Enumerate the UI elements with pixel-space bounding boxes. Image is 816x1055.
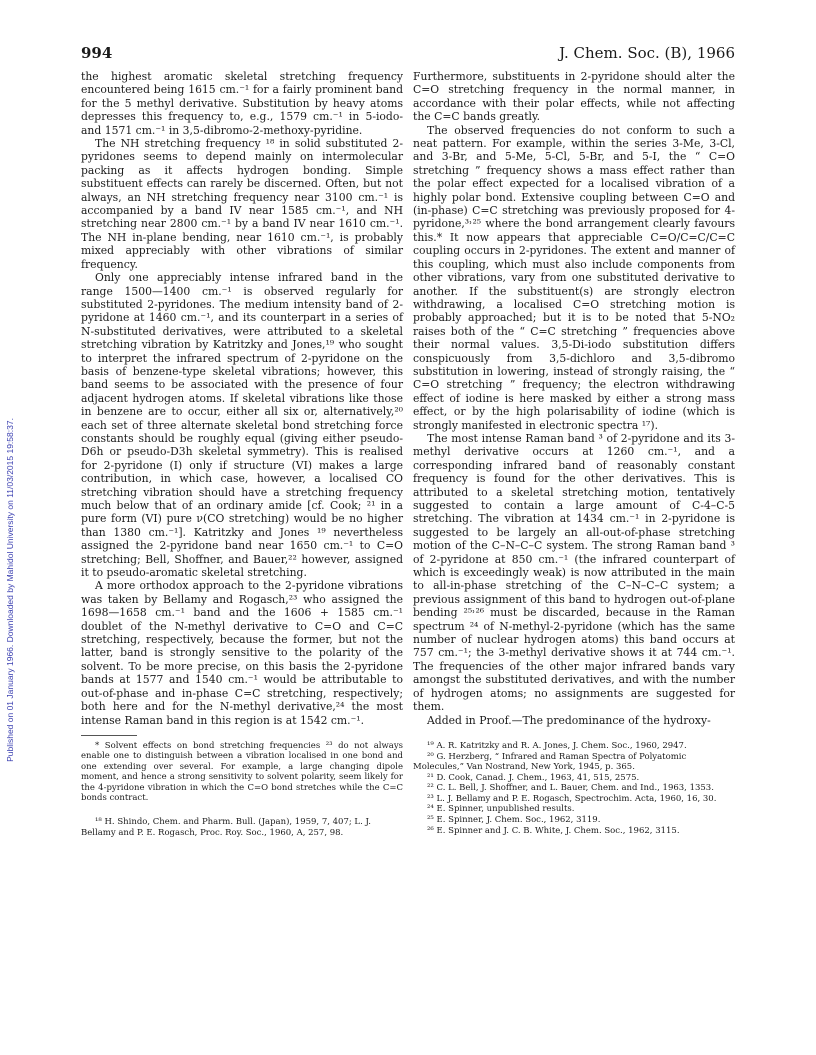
paragraph: Added in Proof.—The predominance of the hydroxy-	[427, 713, 711, 727]
reference: ²⁵ E. Spinner, J. Chem. Soc., 1962, 3119.	[427, 815, 601, 826]
paragraph: The observed frequencies do not conform to such a neat pattern. For example, within the series 3-Me, 3-Cl, and 3-Br, and 5-Me, 5-Cl, 5-Br, and 5-I, the “ C=O stretching ” frequency shows a mass effect rather than the polar effect expected for a localised vibration of a highly polar bond. Extensive coupling between C=O and (in-phase) C=C stretching was previously proposed for 4-pyridone,³˒²⁵ where the bond arrangement clearly favours this.* It now appears that appreciable C=O/C=C/C=C coupling occurs in 2-pyridones. The extent and manner of this coupling, which must also include components from other vibrations, vary from one substituted derivative to another. If the substituent(s) are strongly electron withdrawing, a localised C=O stretching motion is probably approached; but it is to be noted that 5-NO₂ raises both of the “ C=C stretching ” frequencies above their normal values. 3,5-Di-iodo substitution differs conspicuously from 3,5-dichloro and 3,5-dibromo substitution in lowering, instead of strongly raising, the “ C=O stretching ” frequency; the electron withdrawing effect of iodine is here masked by either a strong mass effect, or by the high polarisability of iodine (which is strongly manifested in electronic spectra ¹⁷).	[413, 123, 735, 432]
reference: ¹⁸ H. Shindo, Chem. and Pharm. Bull. (Japan), 1959, 7, 407; L. J. Bellamy and P. E. Rogasch, Proc. Roy. Soc., 1960, A, 257, 98.	[81, 817, 371, 838]
right-column	[413, 70, 735, 836]
download-watermark-text: Published on 01 January 1966. Downloaded by Mahidol University on 11/03/2015 19:58:37.	[5, 418, 15, 762]
journal-header: J. Chem. Soc. (B), 1966	[559, 44, 735, 62]
reference: ²⁰ G. Herzberg, “ Infrared and Raman Spectra of Polyatomic Molecules,” Van Nostrand, New York, 1945, p. 365.	[413, 751, 687, 773]
reference: ¹⁹ A. R. Katritzky and R. A. Jones, J. Chem. Soc., 1960, 2947.	[427, 740, 687, 751]
reference-list	[81, 817, 403, 838]
paragraph: Only one appreciably intense infrared band in the range 1500—1400 cm.⁻¹ is observed regularly for substituted 2-pyridones. The medium intensity band of 2-pyridone at 1460 cm.⁻¹, and its counterpart in a series of N-substituted derivatives, were attributed to a skeletal stretching vibration by Katritzky and Jones,¹⁹ who sought to interpret the infrared spectrum of 2-pyridone on the basis of benzene-type skeletal vibrations; however, this band seems to be associated with the presence of four adjacent hydrogen atoms. If skeletal vibrations like those in benzene are to occur, either all six or, alternatively,²⁰ each set of three alternate skeletal bond stretching force constants should be roughly equal (giving either pseudo-D6h or pseudo-D3h skeletal symmetry). This is realised for 2-pyridone (I) only if structure (VI) makes a large contribution, in which case, however, a localised CO stretching vibration should have a stretching frequency much below that of an ordinary amide [cf. Cook; ²¹ in a pure form (VI) pure ν(CO stretching) would be no higher than 1380 cm.⁻¹]. Katritzky and Jones ¹⁹ nevertheless assigned the 2-pyridone band near 1650 cm.⁻¹ to C=O stretching; Bell, Shoffner, and Bauer,²² however, assigned it to pseudo-aromatic skeletal stretching.	[81, 271, 403, 580]
paragraph: The most intense Raman band ³ of 2-pyridone and its 3-methyl derivative occurs at 1260 cm.⁻¹, and a corresponding infrared band of reasonably constant frequency is found for the other derivatives. This is attributed to a skeletal stretching motion, tentatively suggested to contain a large amount of C-4–C-5 stretching. The vibration at 1434 cm.⁻¹ in 2-pyridone is suggested to be largely an all-out-of-phase stretching motion of the C–N–C–C system. The strong Raman band ³ of 2-pyridone at 850 cm.⁻¹ (the infrared counterpart of which is exceedingly weak) is now attributed in the main to all-in-phase stretching of the C–N–C–C system; a previous assignment of this band to hydrogen out-of-plane bending ²⁵˒²⁶ must be discarded, because in the Raman spectrum ²⁴ of N-methyl-2-pyridone (which has the same number of nuclear hydrogen atoms) this band occurs at 757 cm.⁻¹; the 3-methyl derivative shows it at 744 cm.⁻¹. The frequencies of the other major infrared bands vary amongst the substituted derivatives, and with the number of hydrogen atoms; no assignments are suggested for them.	[413, 431, 735, 714]
reference: ²⁴ E. Spinner, unpublished results.	[427, 804, 575, 815]
footnote-divider	[81, 735, 137, 736]
reference: ²³ L. J. Bellamy and P. E. Rogasch, Spectrochim. Acta, 1960, 16, 30.	[427, 793, 717, 804]
paragraph: A more orthodox approach to the 2-pyridone vibrations was taken by Bellamy and Rogasch,²³ who assigned the 1698—1658 cm.⁻¹ band and the 1606 + 1585 cm.⁻¹ doublet of the N-methyl derivative to C=O and C=C stretching, respectively, because the former, but not the latter, band is strongly sensitive to the polarity of the solvent. To be more precise, on this basis the 2-pyridone bands at 1577 and 1540 cm.⁻¹ would be attributable to out-of-phase and in-phase C=C stretching, respectively; both here and for the N-methyl derivative,²⁴ the most intense Raman band in this region is at 1542 cm.⁻¹.	[81, 579, 403, 727]
download-watermark	[4, 200, 16, 980]
reference: ²² C. L. Bell, J. Shoffner, and L. Bauer, Chem. and Ind., 1963, 1353.	[427, 783, 714, 794]
reference: ²¹ D. Cook, Canad. J. Chem., 1963, 41, 515, 2575.	[427, 772, 640, 783]
reference-list	[413, 741, 735, 836]
paragraph: the highest aromatic skeletal stretching frequency encountered being 1615 cm.⁻¹ for a fairly prominent band for the 5 methyl derivative. Substitution by heavy atoms depresses this frequency to, e.g., 1579 cm.⁻¹ in 5-iodo- and 1571 cm.⁻¹ in 3,5-dibromo-2-methoxy-pyridine.	[81, 70, 403, 137]
paragraph: Furthermore, substituents in 2-pyridone should alter the C=O stretching frequency in the normal manner, in accordance with their polar effects, while not affecting the C=C bands greatly.	[413, 70, 735, 124]
page-number: 994	[81, 44, 113, 62]
footnote: * Solvent effects on bond stretching frequencies ²³ do not always enable one to distinguish between a vibration localised in one bond and one extending over several. For example, a large changing dipole moment, and hence a strong sensitivity to solvent polarity, seem likely for the 4-pyridone vibration in which the C=O bond stretches while the C=C bonds contract.	[81, 740, 403, 803]
left-column	[81, 70, 403, 839]
reference: ²⁶ E. Spinner and J. C. B. White, J. Chem. Soc., 1962, 3115.	[427, 825, 680, 836]
paragraph: The NH stretching frequency ¹⁸ in solid substituted 2-pyridones seems to depend mainly on intermolecular packing as it affects hydrogen bonding. Simple substituent effects can rarely be discerned. Often, but not always, an NH stretching frequency near 3100 cm.⁻¹ is accompanied by a band IV near 1585 cm.⁻¹, and NH stretching near 2800 cm.⁻¹ by a band IV near 1610 cm.⁻¹. The NH in-plane bending, near 1610 cm.⁻¹, is probably mixed appreciably with other vibrations of similar frequency.	[81, 137, 403, 271]
